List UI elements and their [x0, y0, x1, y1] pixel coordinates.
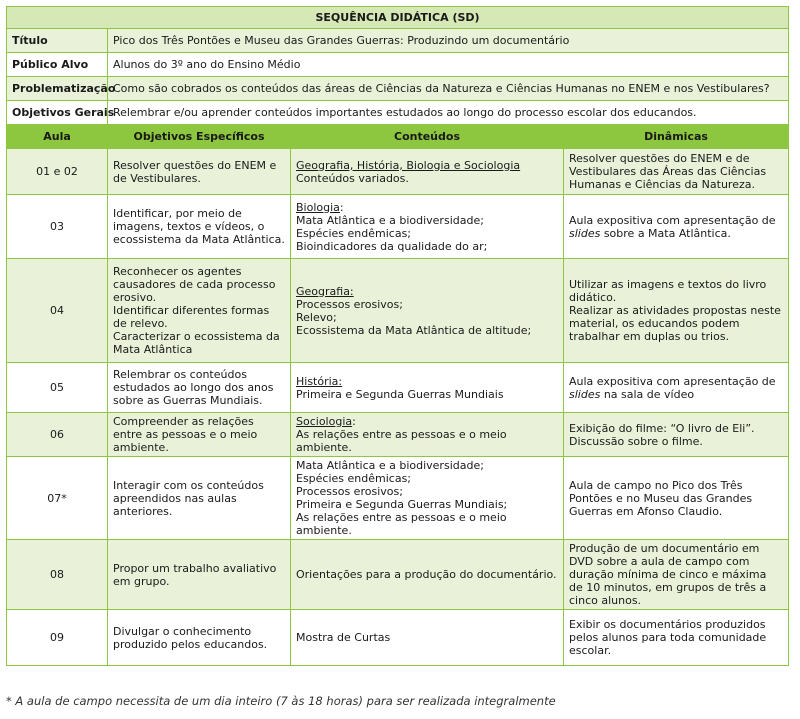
dinamica-text: Aula de campo no Pico dos Três Pontões e no Museu das Grandes Guerras em Afonso Claudio. — [569, 478, 753, 518]
dinamica-text: Utilizar as imagens e textos do livro didático. Realizar as atividades propostas neste material, os educandos podem trabalhar em duplas ou trios. — [569, 278, 781, 343]
aula-cell: 07* — [7, 457, 108, 540]
info-value: Como são cobrados os conteúdos das áreas de Ciências da Natureza e Ciências Humanas no ENEM e nos Vestibulares? — [108, 77, 789, 101]
column-header-conteudos: Conteúdos — [291, 125, 564, 149]
conteudo-line: Primeira e Segunda Guerras Mundiais; — [296, 498, 508, 511]
conteudos-subject — [296, 285, 558, 298]
objetivo-line: Compreender as relações entre as pessoas e o meio ambiente. — [113, 415, 258, 454]
table-title: SEQUÊNCIA DIDÁTICA (SD) — [7, 7, 789, 29]
objetivo-line: Divulgar o conhecimento produzido pelos educandos. — [113, 624, 268, 651]
table-row — [7, 149, 789, 195]
conteudo-line: As relações entre as pessoas e o meio ambiente. — [296, 428, 507, 454]
objetivo-line: Propor um trabalho avaliativo em grupo. — [113, 561, 277, 588]
dinamicas-cell — [564, 149, 789, 195]
conteudo-line: Processos erosivos; — [296, 297, 403, 311]
dinamica-text: Produção de um documentário em DVD sobre a aula de campo com duração mínima de cinco e máxima de 10 minutos, em grupos de três a cinco alunos. — [569, 542, 767, 607]
objetivos-cell — [108, 363, 291, 413]
aula-cell: 03 — [7, 195, 108, 259]
objetivos-cell — [108, 540, 291, 610]
info-row-problematizacao — [7, 77, 789, 101]
objetivo-line: Interagir com os conteúdos apreendidos nas aulas anteriores. — [113, 478, 264, 518]
table-row — [7, 610, 789, 666]
conteudo-line: Conteúdos variados. — [296, 171, 409, 185]
conteudo-line: Mostra de Curtas — [296, 631, 391, 644]
objetivo-line: Identificar diferentes formas de relevo. — [113, 304, 270, 330]
dinamica-text: Resolver questões do ENEM e de Vestibulares das Áreas das Ciências Humanas e Ciências da Natureza. — [569, 152, 767, 191]
subject-name: Sociologia — [296, 415, 353, 428]
subject-name: Geografia: — [296, 284, 354, 298]
conteudo-line: Relevo; — [296, 310, 337, 324]
conteudo-line: As relações entre as pessoas e o meio ambiente. — [296, 511, 507, 537]
column-header-objetivos: Objetivos Específicos — [108, 125, 291, 149]
objetivos-cell — [108, 149, 291, 195]
conteudos-subject — [296, 201, 558, 214]
dinamicas-cell — [564, 195, 789, 259]
conteudos-cell — [291, 363, 564, 413]
objetivo-line: Caracterizar o ecossistema da Mata Atlântica — [113, 330, 280, 356]
subject-name: Biologia — [296, 200, 340, 214]
subject-suffix: : — [339, 200, 344, 214]
aula-cell: 01 e 02 — [7, 149, 108, 195]
info-value: Relembrar e/ou aprender conteúdos importantes estudados ao longo do processo escolar dos educandos. — [108, 101, 789, 125]
dinamicas-cell — [564, 259, 789, 363]
conteudos-cell — [291, 413, 564, 457]
conteudos-cell — [291, 540, 564, 610]
conteudo-line: Bioindicadores da qualidade do ar; — [296, 239, 488, 253]
conteudo-line: Mata Atlântica e a biodiversidade; — [296, 459, 484, 472]
dinamica-text: Exibição do filme: “O livro de Eli”. Discussão sobre o filme. — [569, 421, 755, 448]
dinamicas-cell — [564, 413, 789, 457]
footnote: * A aula de campo necessita de um dia inteiro (7 às 18 horas) para ser realizada integralmente — [6, 694, 556, 708]
conteudos-subject — [296, 375, 558, 388]
info-value: Alunos do 3º ano do Ensino Médio — [108, 53, 789, 77]
info-row-publico — [7, 53, 789, 77]
table-row — [7, 363, 789, 413]
column-header-dinamicas: Dinâmicas — [564, 125, 789, 149]
aula-cell: 04 — [7, 259, 108, 363]
conteudo-line: Mata Atlântica e a biodiversidade; — [296, 213, 484, 227]
table-row — [7, 413, 789, 457]
conteudos-cell — [291, 457, 564, 540]
conteudos-cell — [291, 149, 564, 195]
table-row — [7, 259, 789, 363]
info-label: Público Alvo — [7, 53, 108, 77]
objetivo-line: Reconhecer os agentes causadores de cada processo erosivo. — [113, 265, 276, 304]
conteudos-subject — [296, 415, 558, 428]
conteudos-cell — [291, 259, 564, 363]
conteudo-line: Espécies endêmicas; — [296, 226, 412, 240]
objetivos-cell — [108, 457, 291, 540]
dinamica-text-end: na sala de vídeo — [600, 387, 695, 401]
conteudo-line: Ecossistema da Mata Atlântica de altitude; — [296, 323, 532, 337]
info-row-titulo — [7, 29, 789, 53]
objetivo-line: Identificar, por meio de imagens, textos e vídeos, o ecossistema da Mata Atlântica. — [113, 207, 285, 246]
column-header-row — [7, 125, 789, 149]
conteudo-line: Espécies endêmicas; — [296, 472, 412, 485]
table-row — [7, 195, 789, 259]
conteudo-line: Primeira e Segunda Guerras Mundiais — [296, 387, 504, 401]
dinamica-italic-term: slides — [569, 226, 601, 240]
info-value: Pico dos Três Pontões e Museu das Grandes Guerras: Produzindo um documentário — [108, 29, 789, 53]
objetivos-cell — [108, 195, 291, 259]
dinamicas-cell — [564, 610, 789, 666]
conteudo-line: Orientações para a produção do documentário. — [296, 568, 557, 581]
column-header-aula: Aula — [7, 125, 108, 149]
info-label: Objetivos Gerais — [7, 101, 108, 125]
subject-suffix: : — [352, 415, 356, 428]
conteudos-cell — [291, 610, 564, 666]
subject-name: Geografia, História, Biologia e Sociologia — [296, 158, 521, 172]
info-label: Problematização — [7, 77, 108, 101]
dinamicas-cell — [564, 457, 789, 540]
conteudos-cell — [291, 195, 564, 259]
table-title-row — [7, 7, 789, 29]
dinamica-italic-term: slides — [569, 387, 601, 401]
info-row-objetivos-gerais — [7, 101, 789, 125]
table-row — [7, 540, 789, 610]
objetivos-cell — [108, 413, 291, 457]
objetivo-line: Relembrar os conteúdos estudados ao longo dos anos sobre as Guerras Mundiais. — [113, 368, 274, 407]
dinamicas-cell — [564, 363, 789, 413]
info-label: Título — [7, 29, 108, 53]
dinamica-text: Exibir os documentários produzidos pelos alunos para toda comunidade escolar. — [569, 618, 767, 657]
conteudo-line: Processos erosivos; — [296, 485, 403, 498]
subject-name: História: — [296, 374, 343, 388]
dinamica-text: Aula expositiva com apresentação de — [569, 374, 776, 388]
dinamicas-cell — [564, 540, 789, 610]
dinamica-text: Aula expositiva com apresentação de — [569, 213, 776, 227]
aula-cell: 09 — [7, 610, 108, 666]
aula-cell: 06 — [7, 413, 108, 457]
objetivos-cell — [108, 259, 291, 363]
conteudos-subject — [296, 159, 558, 172]
didactic-sequence-table — [6, 6, 789, 666]
table-row — [7, 457, 789, 540]
objetivo-line: Resolver questões do ENEM e de Vestibulares. — [113, 158, 277, 185]
objetivos-cell — [108, 610, 291, 666]
dinamica-text-end: sobre a Mata Atlântica. — [600, 226, 731, 240]
aula-cell: 08 — [7, 540, 108, 610]
aula-cell: 05 — [7, 363, 108, 413]
